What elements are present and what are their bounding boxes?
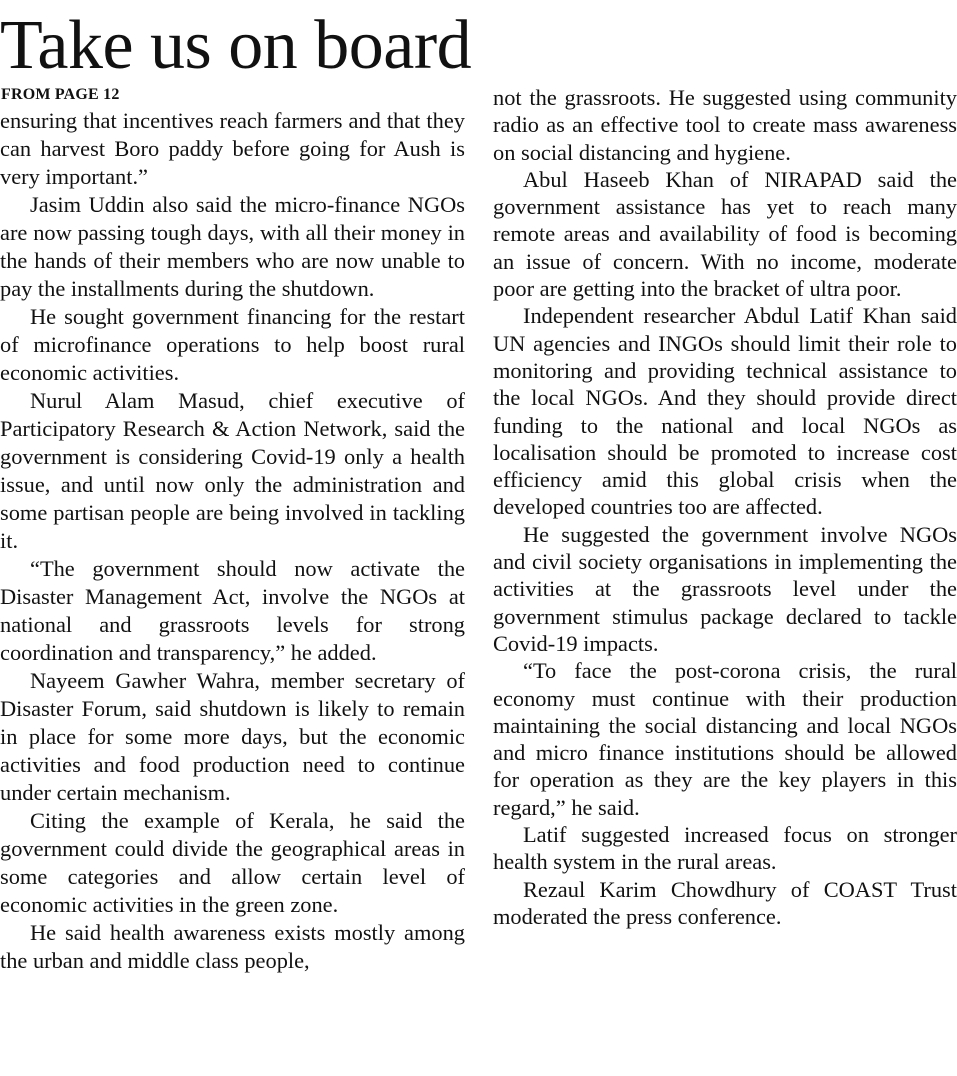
body-paragraph: not the grassroots. He suggested using community radio as an effective tool to create mass awareness on social distancing and hygiene.: [493, 85, 957, 165]
body-paragraph: He sought government financing for the restart of microfinance operations to help boost rural economic activities.: [0, 304, 465, 385]
body-paragraph: Citing the example of Kerala, he said the government could divide the geographical areas in some categories and allow certain level of economic activities in the green zone.: [0, 808, 465, 917]
body-paragraph: ensuring that incentives reach farmers and that they can harvest Boro paddy before going for Aush is very important.”: [0, 108, 465, 189]
headline: Take us on board: [0, 7, 472, 84]
body-paragraph: Nayeem Gawher Wahra, member secretary of Disaster Forum, said shutdown is likely to remain in place for some more days, but the economic activities and food production need to continue under certain mechanism.: [0, 668, 465, 805]
body-paragraph: Independent researcher Abdul Latif Khan said UN agencies and INGOs should limit their role to monitoring and providing technical assistance to the local NGOs. And they should provide direct funding to the national and local NGOs as localisation should be promoted to increase cost efficiency amid this global crisis when the developed countries too are affected.: [493, 303, 957, 520]
body-paragraph: Jasim Uddin also said the micro-finance NGOs are now passing tough days, with all their money in the hands of their members who are now unable to pay the installments during the shutdown.: [0, 192, 465, 301]
body-paragraph: “To face the post-corona crisis, the rural economy must continue with their production maintaining the social distancing and local NGOs and micro finance institutions should be allowed for operation as they are the key players in this regard,” he said.: [493, 658, 957, 820]
body-paragraph: Nurul Alam Masud, chief executive of Participatory Research & Action Network, said the government is considering Covid-19 only a health issue, and until now only the administration and some partisan people are being involved in tackling it.: [0, 388, 465, 553]
body-paragraph: He said health awareness exists mostly among the urban and middle class people,: [0, 920, 465, 973]
continued-from-page-label: FROM PAGE 12: [1, 86, 120, 103]
body-paragraph: Rezaul Karim Chowdhury of COAST Trust moderated the press conference.: [493, 876, 957, 929]
body-paragraph: Abul Haseeb Khan of NIRAPAD said the government assistance has yet to reach many remote areas and availability of food is becoming an issue of concern. With no income, moderate poor are getting into the bracket of ultra poor.: [493, 166, 957, 302]
body-paragraph: Latif suggested increased focus on stronger health system in the rural areas.: [493, 822, 957, 875]
body-paragraph: He suggested the government involve NGOs and civil society organisations in implementing the activities at the grassroots level under the government stimulus package declared to tackle Covid-19 impacts.: [493, 521, 957, 656]
body-paragraph: “The government should now activate the Disaster Management Act, involve the NGOs at national and grassroots levels for strong coordination and transparency,” he added.: [0, 556, 465, 665]
right-column: [493, 84, 957, 930]
left-column: [0, 107, 465, 975]
